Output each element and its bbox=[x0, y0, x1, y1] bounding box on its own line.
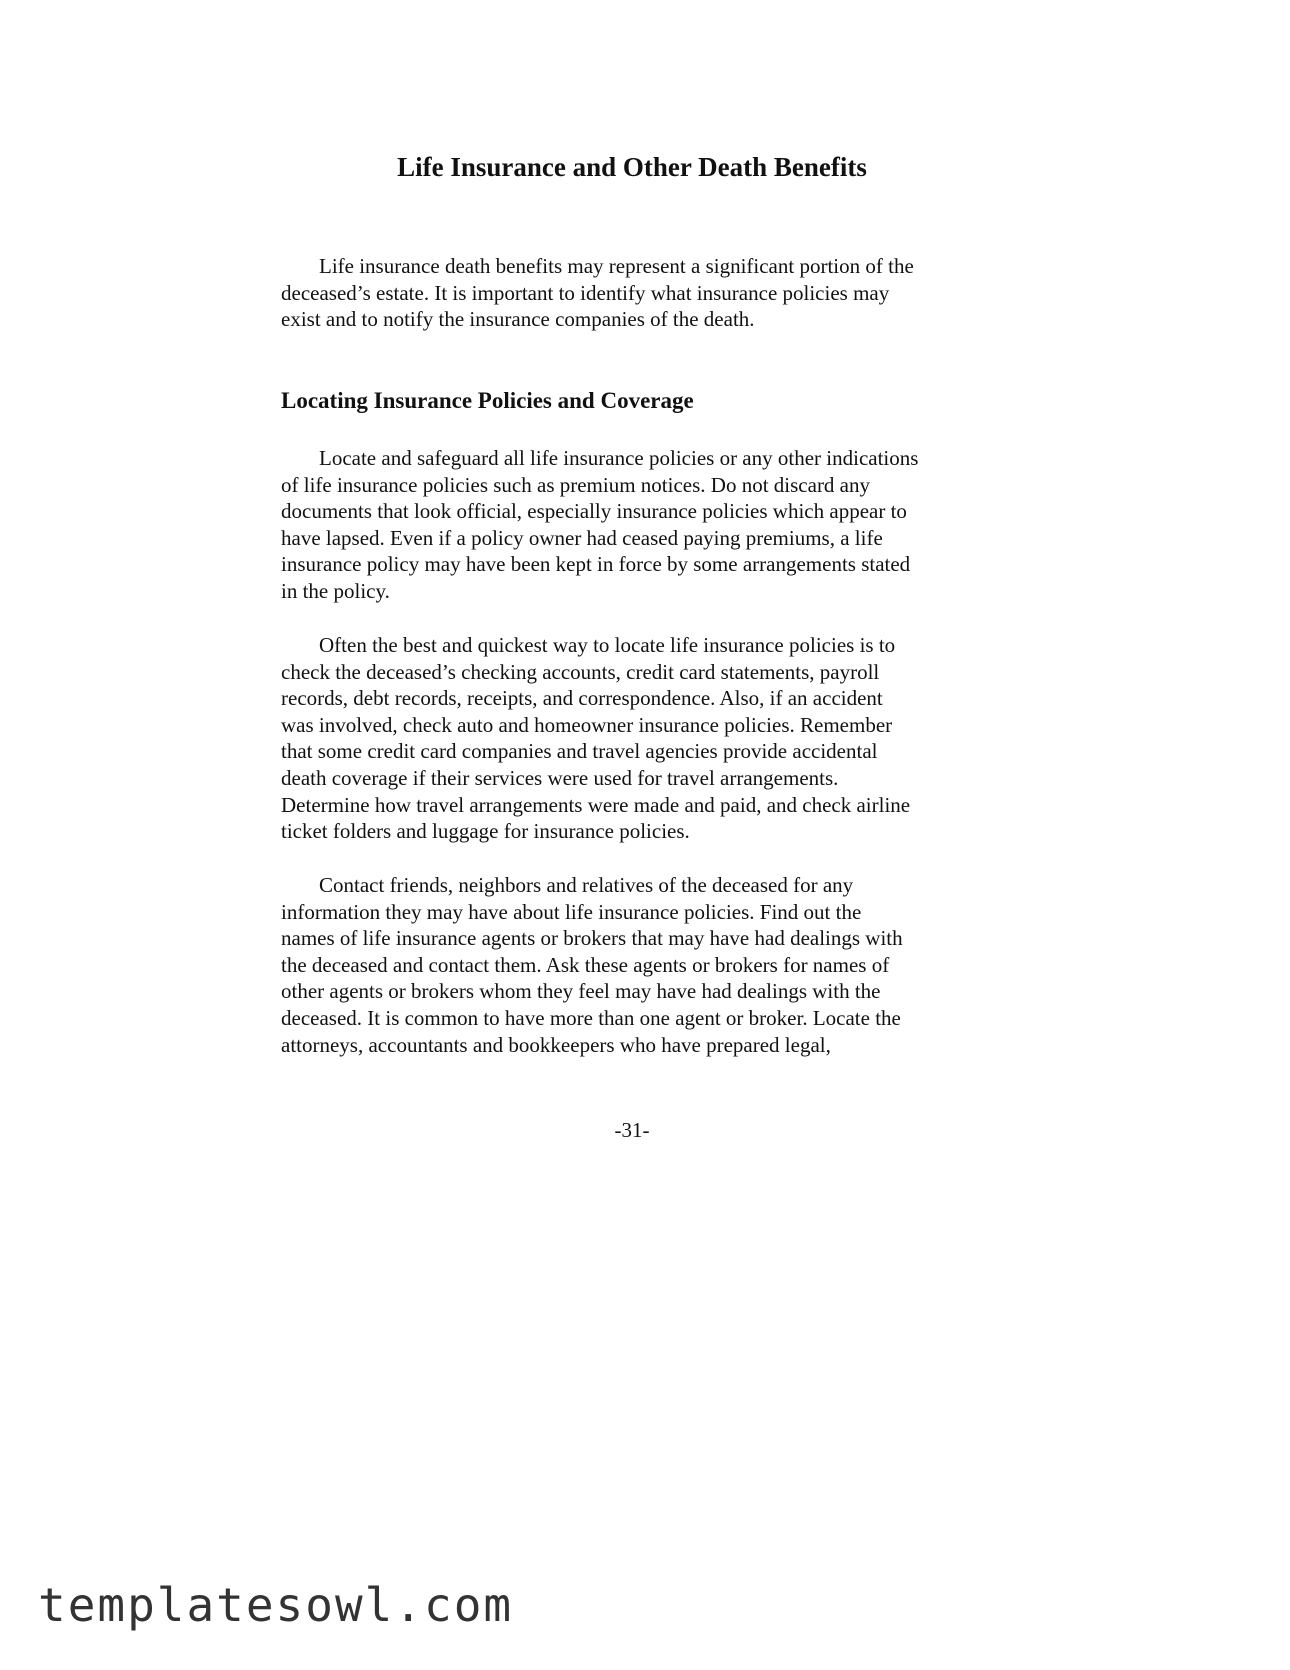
text-line: in the policy. bbox=[281, 578, 390, 603]
text-line: deceased’s estate. It is important to identify what insurance policies may bbox=[281, 280, 890, 305]
text-line: Contact friends, neighbors and relatives of the deceased for any bbox=[319, 873, 854, 897]
intro-paragraph bbox=[281, 253, 1001, 333]
text-line: of life insurance policies such as premium notices. Do not discard any bbox=[281, 472, 871, 497]
text-line: the deceased and contact them. Ask these agents or brokers for names of bbox=[281, 952, 890, 977]
text-line: deceased. It is common to have more than one agent or broker. Locate the bbox=[281, 1005, 901, 1030]
paragraph-locate-policies bbox=[281, 445, 1001, 605]
section-heading: Locating Insurance Policies and Coverage bbox=[281, 388, 694, 413]
text-line: Often the best and quickest way to locate life insurance policies is to bbox=[319, 633, 896, 657]
text-line: records, debt records, receipts, and correspondence. Also, if an accident bbox=[281, 686, 883, 711]
text-line: Locate and safeguard all life insurance policies or any other indications bbox=[319, 446, 919, 470]
text-line: that some credit card companies and travel agencies provide accidental bbox=[281, 739, 878, 764]
text-line: attorneys, accountants and bookkeepers who have prepared legal, bbox=[281, 1032, 831, 1057]
text-line: was involved, check auto and homeowner insurance policies. Remember bbox=[281, 712, 893, 737]
text-line: insurance policy may have been kept in force by some arrangements stated bbox=[281, 552, 911, 577]
text-line: ticket folders and luggage for insurance policies. bbox=[281, 819, 690, 844]
text-line: exist and to notify the insurance companies of the death. bbox=[281, 307, 755, 332]
watermark: templatesowl.com bbox=[38, 1578, 514, 1632]
text-line: Life insurance death benefits may represent a significant portion of the bbox=[319, 254, 914, 278]
text-line: have lapsed. Even if a policy owner had ceased paying premiums, a life bbox=[281, 525, 883, 550]
paragraph-contact-people bbox=[281, 872, 1001, 1058]
text-line: information they may have about life insurance policies. Find out the bbox=[281, 899, 862, 924]
text-line: Determine how travel arrangements were made and paid, and check airline bbox=[281, 792, 911, 817]
text-line: other agents or brokers whom they feel may have had dealings with the bbox=[281, 979, 881, 1004]
text-line: death coverage if their services were used for travel arrangements. bbox=[281, 765, 839, 790]
text-line: names of life insurance agents or brokers that may have had dealings with bbox=[281, 926, 903, 951]
page-number: -31- bbox=[614, 1118, 650, 1142]
paragraph-check-records bbox=[281, 632, 1001, 845]
text-line: check the deceased’s checking accounts, credit card statements, payroll bbox=[281, 659, 880, 684]
text-line: documents that look official, especially insurance policies which appear to bbox=[281, 499, 907, 524]
page-title: Life Insurance and Other Death Benefits bbox=[397, 152, 867, 182]
